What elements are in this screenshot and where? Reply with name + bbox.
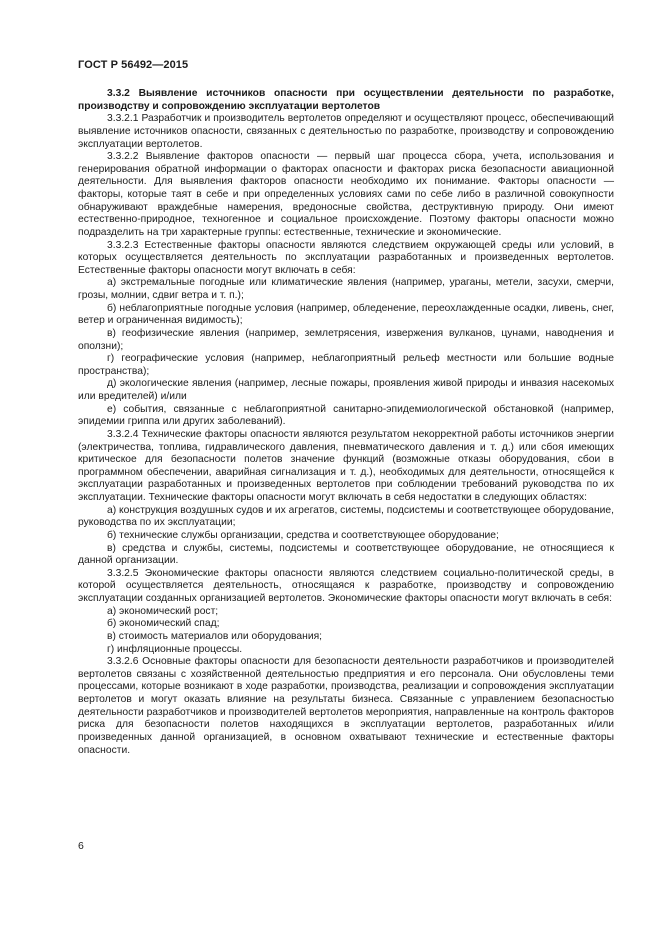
paragraph: б) технические службы организации, средства и соответствующее оборудование; [107,529,499,541]
document-body [78,88,614,757]
paragraph: а) конструкция воздушных судов и их агрегатов, системы, подсистемы и соответствующее оборудование, руководства по их эксплуатации; [78,504,614,529]
paragraph: в) средства и службы, системы, подсистемы и соответствующее оборудование, не относящиеся к данной организации. [78,542,614,567]
paragraph: а) экстремальные погодные или климатические явления (например, ураганы, метели, засухи, смерчи, грозы, молнии, сдвиг ветра и т. п.); [78,277,614,301]
paragraph: 3.3.2.1 Разработчик и производитель вертолетов определяют и осуществляют процесс, обеспечивающий выявление источников опасности, связанных с деятельностью по разработке, производству и сопровождению эксплуатации вертолетов. [78,113,614,150]
paragraph: 3.3.2.2 Выявление факторов опасности — первый шаг процесса сбора, учета, использования и генерирования обратной информации о факторах опасности и факторах риска безопасности авиационной деятельности. Для выявления факторов опасности необходимо их понимание. Факторы опасности — факторы, которые таят в себе и при определенных условиях сами по себе либо в различной совокупности обнаруживают враждебные намерения, вредоносные свойства, деструктивную природу. Они имеют естественно-природное, техногенное и социальное происхождение. Поэтому факторы опасности можно подразделить на три характерные группы: естественные, технические и экономические. [78,151,614,238]
paragraph: г) инфляционные процессы. [107,643,243,655]
paragraph: д) экологические явления (например, лесные пожары, проявления живой природы и инвазия насекомых или вредителей) и/или [78,378,614,402]
page-number: 6 [78,840,84,852]
section-heading: 3.3.2 Выявление источников опасности при осуществлении деятельности по разработке, производству и сопровождению эксплуатации вертолетов [78,88,614,112]
paragraph: а) экономический рост; [107,605,219,617]
paragraph: г) географические условия (например, неблагоприятный рельеф местности или большие водные пространства); [78,353,614,377]
paragraph: 3.3.2.3 Естественные факторы опасности являются следствием окружающей среды или условий, в которых осуществляется деятельность по эксплуатации разработанных и произведенных вертолетов. Естественные факторы опасности могут включать в себя: [78,239,614,276]
paragraph: б) экономический спад; [107,618,220,630]
paragraph: 3.3.2.4 Технические факторы опасности являются результатом некорректной работы источников энергии (электричества, топлива, гидравлического давления, пневматического давления и т. д.) или сбоя имеющих критическое для безопасности полетов значение функций (возможные отказы оборудования, сбои в программном обеспечении, аварийная сигнализация и т. д.), необходимых для деятельности, относящейся к эксплуатации разработанных и произведенных вертолетов при соблюдении требований руководства по их эксплуатации. Технические факторы опасности могут включать в себя недостатки в следующих областях: [78,428,614,503]
paragraph: б) неблагоприятные погодные условия (например, обледенение, переохлажденные осадки, ливень, снег, ветер и ограниченная видимость); [78,302,614,327]
paragraph: в) стоимость материалов или оборудования; [107,630,323,642]
paragraph: е) события, связанные с неблагоприятной санитарно-эпидемиологической обстановкой (например, эпидемии гриппа или других заболеваний). [78,403,614,428]
document-code-header: ГОСТ Р 56492—2015 [78,59,189,71]
paragraph: 3.3.2.6 Основные факторы опасности для безопасности деятельности разработчиков и производителей вертолетов связаны с хозяйственной деятельностью предприятия и его персонала. Они обусловлены теми процессами, которые возникают в ходе разработки, производства, реализации и сопровождения эксплуатации вертолетов и могут оказать влияние на результаты бизнеса. Связанные с управлением безопасностью деятельности разработчиков и производителей вертолетов мероприятия, направленные на контроль факторов риска для безопасности полетов находящихся в эксплуатации вертолетов, разработанных и/или произведенных данной организацией, в основном охватывают технические и естественные факторы опасности. [78,656,614,756]
paragraph: 3.3.2.5 Экономические факторы опасности являются следствием социально-политической среды, в которой осуществляется деятельность, относящаяся к разработке, производству и сопровождению эксплуатации созданных организацией вертолетов. Экономические факторы опасности могут включать в себя: [78,567,614,604]
paragraph: в) геофизические явления (например, землетрясения, извержения вулканов, цунами, наводнения и оползни); [78,327,614,352]
